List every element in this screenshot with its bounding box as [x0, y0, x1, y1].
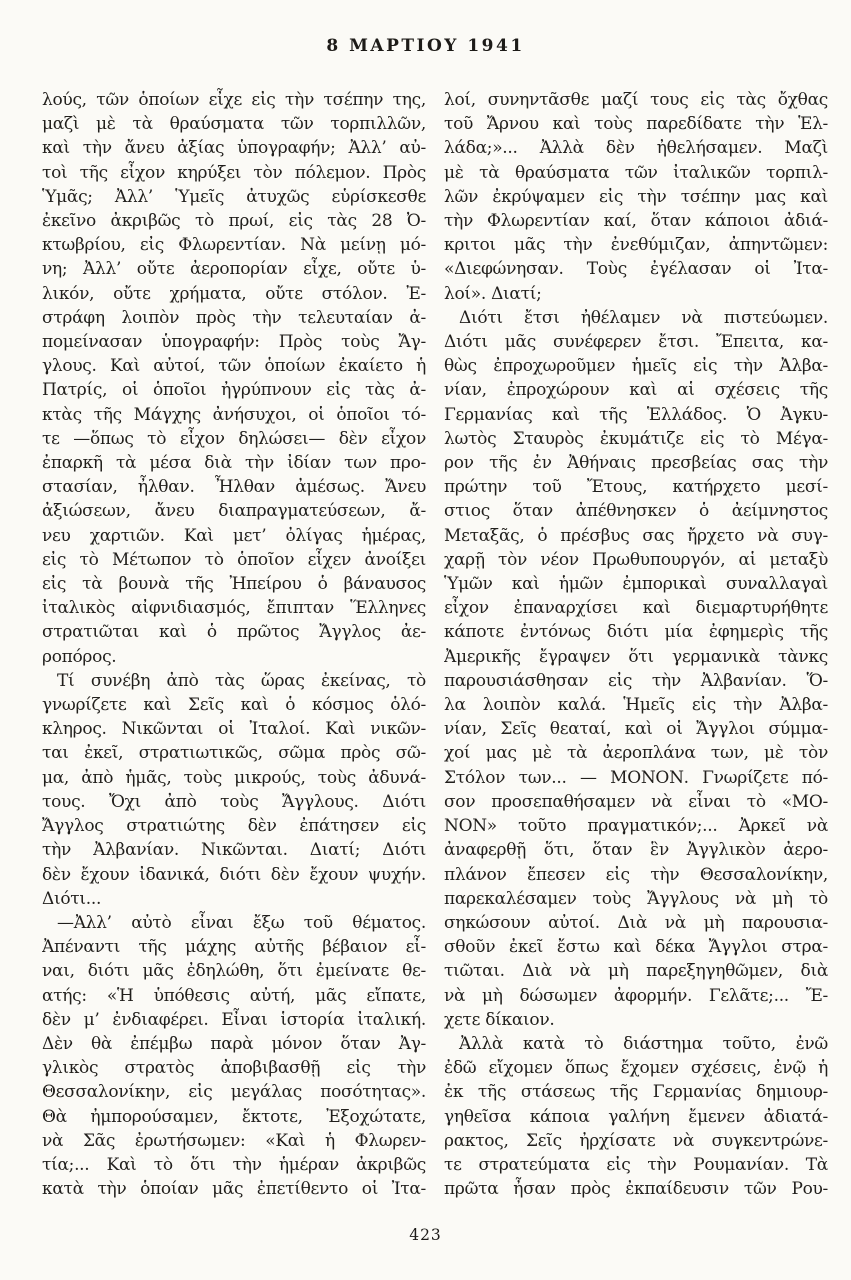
text-line: Ἀπέναντι τῆς μάχης αὐτῆς βέβαιον εἶ- [42, 937, 426, 958]
text-line: δὲν μ’ ἐνδιαφέρει. Εἶναι ἱστορία ἰταλική. [42, 1009, 426, 1030]
text-line: ρον τῆς ἐν Ἀθήναις πρεσβείας σας τὴν [444, 453, 828, 474]
text-line: Θεσσαλονίκην, εἰς μεγάλας ποσότητας». [42, 1082, 426, 1103]
text-line: στράφη λοιπὸν πρὸς τὴν τελευταίαν ἀ- [42, 307, 426, 328]
text-line: Γερμανίας καὶ τῆς Ἑλλάδος. Ὁ Ἀγκυ- [444, 404, 828, 425]
text-line: ἐδῶ εἴχομεν ὅπως ἔχομεν σχέσεις, ἐνῷ ἡ [444, 1058, 828, 1079]
text-line: ἀξιώσεων, ἄνευ διαπραγματεύσεων, ἄ- [42, 501, 426, 522]
text-line: Ἀμερικῆς ἔγραψεν ὅτι γερμανικὰ τὰνκς [444, 646, 828, 667]
text-line: πλάνον ἔπεσεν εἰς τὴν Θεσσαλονίκην, [444, 864, 828, 885]
text-line: σον προσεπαθήσαμεν νὰ εἶναι τὸ «ΜΟ- [444, 791, 828, 812]
text-line: ἐκ τῆς στάσεως τῆς Γερμανίας δημιουρ- [444, 1082, 828, 1103]
text-line: κτὰς τῆς Μάγχης ἀνήσυχοι, οἱ ὁποῖοι τό- [42, 404, 426, 425]
page-number: 423 [409, 1226, 442, 1244]
text-line: Ὑμᾶς; Ἀλλ’ Ὑμεῖς ἀτυχῶς εὑρίσκεσθε [42, 186, 426, 207]
text-line: στιος ὅταν ἀπέθνησκεν ὁ ἀείμνηστος [444, 501, 828, 522]
text-line: χετε δίκαιον. [444, 1009, 555, 1030]
text-line: νευ χαρτιῶν. Καὶ μετ’ ὀλίγας ἡμέρας, [42, 525, 426, 546]
text-line: Ἀλλὰ κατὰ τὸ διάστημα τοῦτο, ἐνῶ [459, 1033, 828, 1054]
right-column [444, 88, 828, 1201]
text-line: νίαν, Σεῖς θεαταί, καὶ οἱ Ἄγγλοι σύμμα- [444, 719, 828, 740]
text-line: πρώτην τοῦ Ἔτους, κατήρχετο μεσί- [444, 477, 828, 498]
text-line: νίαν, ἐπροχώρουν καὶ αἱ σχέσεις τῆς [444, 380, 828, 401]
text-line: παρουσιάσθησαν εἰς τὴν Ἀλβανίαν. Ὅ- [444, 670, 828, 691]
text-line: εἰς τὸ Μέτωπον τὸ ὁποῖον εἶχεν ἀνοίξει [42, 549, 426, 570]
text-line: Ἄγγλος στρατιώτης δὲν ἐπάτησεν εἰς [42, 816, 426, 837]
text-line: νη; Ἀλλ’ οὔτε ἀεροπορίαν εἶχε, οὔτε ὑ- [42, 259, 426, 280]
text-line: ροπόρος. [42, 646, 117, 667]
text-line: «Διεφώνησαν. Τοὺς ἐγέλασαν οἱ Ἰτα- [444, 259, 828, 280]
text-line: εἰς τὰ βουνὰ τῆς Ἠπείρου ὁ βάναυσος [42, 574, 426, 595]
text-line: λάδα;»... Ἀλλὰ δὲν ἠθελήσαμεν. Μαζὶ [444, 138, 828, 159]
text-line: ΝΟΝ» τοῦτο πραγματικόν;... Ἀρκεῖ νὰ [444, 816, 828, 837]
text-line: κάποτε ἐντόνως διότι μία ἐφημερὶς τῆς [444, 622, 828, 643]
text-line: ρακτος, Σεῖς ἠρχίσατε νὰ συγκεντρώνε- [444, 1130, 828, 1151]
text-line: τὴν Φλωρεντίαν καί, ὅταν κάποιοι ἀδιά- [444, 211, 828, 232]
text-line: λικόν, οὔτε χρήματα, οὔτε στόλον. Ἐ- [42, 283, 426, 304]
text-line: λα λοιπὸν καλά. Ἡμεῖς εἰς τὴν Ἀλβα- [444, 695, 828, 716]
text-line: Θὰ ἠμπορούσαμεν, ἔκτοτε, Ἐξοχώτατε, [42, 1106, 426, 1127]
text-line: παρεκαλέσαμεν τοὺς Ἄγγλους νὰ μὴ τὸ [444, 888, 828, 909]
text-line: λοί». Διατί; [444, 283, 542, 304]
text-line: Ὑμῶν καὶ ἡμῶν ἐμπορικαὶ συναλλαγαὶ [444, 574, 828, 595]
text-line: στασίαν, ἦλθαν. Ἦλθαν ἀμέσως. Ἄνευ [42, 477, 426, 498]
text-line: κριτοι μᾶς τὴν ἐνεθύμιζαν, ἀπηντῶμεν: [444, 235, 828, 256]
text-line: ἐπαρκῆ τὰ μέσα διὰ τὴν ἰδίαν των προ- [42, 453, 426, 474]
text-line: τία;... Καὶ τὸ ὅτι τὴν ἡμέραν ἀκριβῶς [42, 1154, 426, 1175]
text-line: Διότι ἔτσι ἠθέλαμεν νὰ πιστεύωμεν. [459, 307, 828, 328]
text-line: —Ἀλλ’ αὐτὸ εἶναι ἔξω τοῦ θέματος. [57, 912, 426, 933]
text-line: γλικὸς στρατὸς ἀποβιβασθῇ εἰς τὴν [42, 1058, 426, 1079]
text-line: τε στρατεύματα εἰς τὴν Ρουμανίαν. Τὰ [444, 1154, 828, 1175]
text-line: ναι, διότι μᾶς ἐδηλώθη, ὅτι ἐμείνατε θε- [42, 961, 426, 982]
text-line: Διότι μᾶς συνέφερεν ἔτσι. Ἔπειτα, κα- [444, 332, 828, 353]
text-line: ἰταλικὸς αἰφνιδιασμός, ἔπιπταν Ἕλληνες [42, 598, 426, 619]
text-columns [42, 88, 828, 1201]
text-line: καὶ τὴν ἄνευ ἀξίας ὑπογραφήν; Ἀλλ’ αὐ- [42, 138, 426, 159]
text-line: λοί, συνηντᾶσθε μαζί τους εἰς τὰς ὄχθας [444, 90, 828, 110]
text-line: Πατρίς, οἱ ὁποῖοι ἠγρύπνουν εἰς τὰς ἀ- [42, 380, 426, 401]
text-line: νὰ Σᾶς ἐρωτήσωμεν: «Καὶ ἡ Φλωρεν- [42, 1130, 426, 1151]
text-line: τους. Ὄχι ἀπὸ τοὺς Ἄγγλους. Διότι [42, 791, 426, 812]
text-line: λούς, τῶν ὁποίων εἶχε εἰς τὴν τσέπην της, [42, 90, 426, 110]
text-line: γλους. Καὶ αὐτοί, τῶν ὁποίων ἐκαίετο ἡ [42, 356, 426, 377]
text-line: ἐκεῖνο ἀκριβῶς τὸ πρωί, εἰς τὰς 28 Ὀ- [42, 211, 426, 232]
text-line: τοῦ Ἄρνου καὶ τοὺς παρεδίδατε τὴν Ἑλ- [444, 114, 828, 135]
text-line: κληρος. Νικῶνται οἱ Ἰταλοί. Καὶ νικῶν- [42, 719, 426, 740]
text-line: Μεταξᾶς, ὁ πρέσβυς σας ἤρχετο νὰ συγ- [444, 525, 828, 546]
text-line: λῶν ἐκρύψαμεν εἰς τὴν τσέπην μας καὶ [444, 186, 828, 207]
left-column [42, 88, 426, 1201]
text-line: ἀναφερθῇ ὅτι, ὅταν ἓν Ἀγγλικὸν ἀερο- [444, 840, 828, 861]
text-line: Δὲν θὰ ἐπέμβω παρὰ μόνον ὅταν Ἀγ- [42, 1033, 426, 1054]
text-line: πρῶτα ἦσαν πρὸς ἐκπαίδευσιν τῶν Ρου- [444, 1179, 828, 1200]
text-line: σηκώσουν αὐτοί. Διὰ νὰ μὴ παρουσια- [444, 912, 828, 933]
text-line: χαρῇ τὸν νέον Πρωθυπουργόν, αἱ μεταξὺ [444, 549, 828, 570]
text-line: δὲν ἔχουν ἰδανικά, διότι δὲν ἔχουν ψυχήν. [42, 864, 426, 885]
text-line: κατὰ τὴν ὁποίαν μᾶς ἐπετίθεντο οἱ Ἰτα- [42, 1179, 426, 1200]
text-line: τιῶται. Διὰ νὰ μὴ παρεξηγηθῶμεν, διὰ [444, 961, 828, 982]
text-line: ατής: «Ἡ ὑπόθεσις αὐτή, μᾶς εἴπατε, [42, 985, 426, 1006]
text-line: πομείνασαν ὑπογραφήν: Πρὸς τοὺς Ἄγ- [42, 332, 426, 353]
text-line: θὼς ἐπροχωροῦμεν ἡμεῖς εἰς τὴν Ἀλβα- [444, 356, 828, 377]
text-line: σθοῦν ἐκεῖ ἔστω καὶ δέκα Ἄγγλοι στρα- [444, 937, 828, 958]
text-line: Στόλον των... — ΜΟΝΟΝ. Γνωρίζετε πό- [444, 767, 828, 788]
text-line: τε —ὅπως τὸ εἶχον δηλώσει— δὲν εἶχον [42, 428, 426, 449]
text-line: στρατιῶται καὶ ὁ πρῶτος Ἄγγλος ἀε- [42, 622, 426, 643]
text-line: γηθεῖσα κάποια γαλήνη ἔμενεν ἀδιατά- [444, 1106, 828, 1127]
text-line: τοὶ τῆς εἶχον κηρύξει τὸν πόλεμον. Πρὸς [42, 162, 426, 183]
page-header-date: 8 ΜΑΡΤΙΟΥ 1941 [326, 36, 525, 56]
text-line: μὲ τὰ θραύσματα τῶν ἰταλικῶν τορπιλ- [444, 162, 828, 183]
text-line: μα, ἀπὸ ἡμᾶς, τοὺς μικρούς, τοὺς ἀδυνά- [42, 767, 426, 788]
text-line: εἶχον ἐπαναρχίσει καὶ διεμαρτυρήθητε [444, 598, 828, 619]
text-line: μαζὶ μὲ τὰ θραύσματα τῶν τορπιλλῶν, [42, 114, 426, 135]
text-line: χοί μας μὲ τὰ ἀεροπλάνα των, μὲ τὸν [444, 743, 828, 764]
text-line: κτωβρίου, εἰς Φλωρεντίαν. Νὰ μείνῃ μό- [42, 235, 426, 256]
text-line: νὰ μὴ δώσωμεν ἀφορμήν. Γελᾶτε;... Ἔ- [444, 985, 828, 1006]
text-line: ται ἐκεῖ, στρατιωτικῶς, σῶμα πρὸς σῶ- [42, 743, 426, 764]
text-line: γνωρίζετε καὶ Σεῖς καὶ ὁ κόσμος ὁλό- [42, 695, 426, 716]
text-line: τὴν Ἀλβανίαν. Νικῶνται. Διατί; Διότι [42, 840, 426, 861]
text-line: λωτὸς Σταυρὸς ἐκυμάτιζε εἰς τὸ Μέγα- [444, 428, 828, 449]
text-line: Τί συνέβη ἀπὸ τὰς ὥρας ἐκείνας, τὸ [57, 670, 426, 691]
text-line: Διότι... [42, 888, 102, 909]
